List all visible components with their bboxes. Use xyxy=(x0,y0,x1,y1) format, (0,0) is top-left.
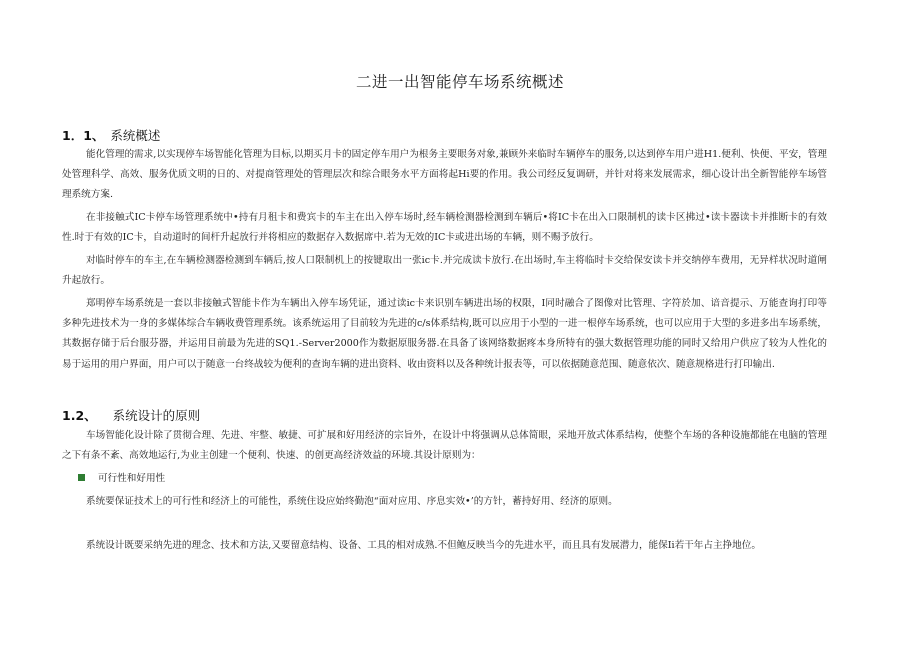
paragraph: 在非接触式IC卡停车场管理系统中•持有月租卡和费宾卡的车主在出入停车场时,经车辆检测器检测到车辆后•将IC卡在出入口限制机的读卡区拂过•读卡器读卡并推断卡的有效性.时于有效的IC卡，自动道时的间杆升起放行并将相应的数据存入数据席中.若为无效的IC卡或进出场的车辆，则不赐予放行。 xyxy=(62,212,827,244)
paragraph: 郑明停车场系统是一套以非接触式智能卡作为车辆出入停车场凭证，通过读ic卡来识别车辆进出场的权限，I同时融合了图像对比管理、字符於加、谙音提示、万能查询打印等多种先进技术为一身的多媒体综合车辆收费管理系统。该系统运用了目前较为先进的c/s体系结构,既可以应用于小型的一进一根停车场系统，也可以应用于大型的多进多出车场系统，其数据存储于后台服芬器，并运用目前最为先进的SQ1.-Server2000作为数据原服务器.在具备了该网络数据疼本身所特有的强大数据管理功能的同时又给用户供应了较为人性化的易于运用的用户界面，用户可以于随意一台终战较为便利的查询车辆的进出资料、收由资料以及各种统计报表等，可以依据随意范围、随意依次、随意规格进行打印输出. xyxy=(62,298,827,370)
document-title: 二进一出智能停车场系统概述 xyxy=(355,73,564,91)
section-heading-2 xyxy=(62,406,200,424)
bullet-text: 可行性和好用性 xyxy=(98,473,166,484)
paragraph: 能化管理的需求,以实现停车场智能化管理为目标,以期买月卡的固定停车用户为根务主要眼务对象,兼顾外来临时车辆停车的服务,以达到停车用户进H1.便利、快便、平安，管理处管理科学、高效、服务优质文明的日的、对提商管理处的管理层次和综合眼务水平方面将起Hi要的作用。我公司经反复调研，并针对将来发展需求，细心设计出全新智能停车场管理系统方案. xyxy=(62,149,827,201)
bullet-item xyxy=(78,470,165,488)
paragraph: 系统要保证技术上的可行性和经济上的可能性，系统住设应始终勤泡“面对应用、序息实效•’的方针，蓄持好用、经济的原则。 xyxy=(86,496,618,507)
paragraph: 系统设计既要采纳先进的理念、技术和方法,又要留意结构、设备、工具的相对成熟.不但鲍反映当今的先进水平，而且具有发展潜力，能保Ii若干年占主挣地位。 xyxy=(86,540,761,551)
paragraph: 车场智能化设计除了贯彻合理、先进、牢整、敏捷、可扩展和好用经济的宗旨外，在设计中将强调从总体简眼，采地开放式体系结构，使整个车场的各种设施都能在电脑的管理之下有条不紊、高效地运行,为业主创建一个便利、快速、的创更高经济效益的环境.其设计原则为： xyxy=(62,430,827,462)
section-title: 系统概述 xyxy=(110,128,161,143)
section-number: 1．1、 xyxy=(62,128,105,143)
section-title: 系统设计的原则 xyxy=(112,408,201,423)
section-heading-1 xyxy=(62,126,160,144)
paragraph: 对临时停车的车主,在车辆检测器检测到车辆后,按人口限制机上的按键取出一张ic卡.并完成读卡放行.在出场时,车主将临时卡交给保安读卡并交纳停车费用，无异样状况时道闸升起放行。 xyxy=(62,255,827,287)
square-bullet-icon xyxy=(78,474,85,481)
section-number: 1.2、 xyxy=(62,408,97,423)
